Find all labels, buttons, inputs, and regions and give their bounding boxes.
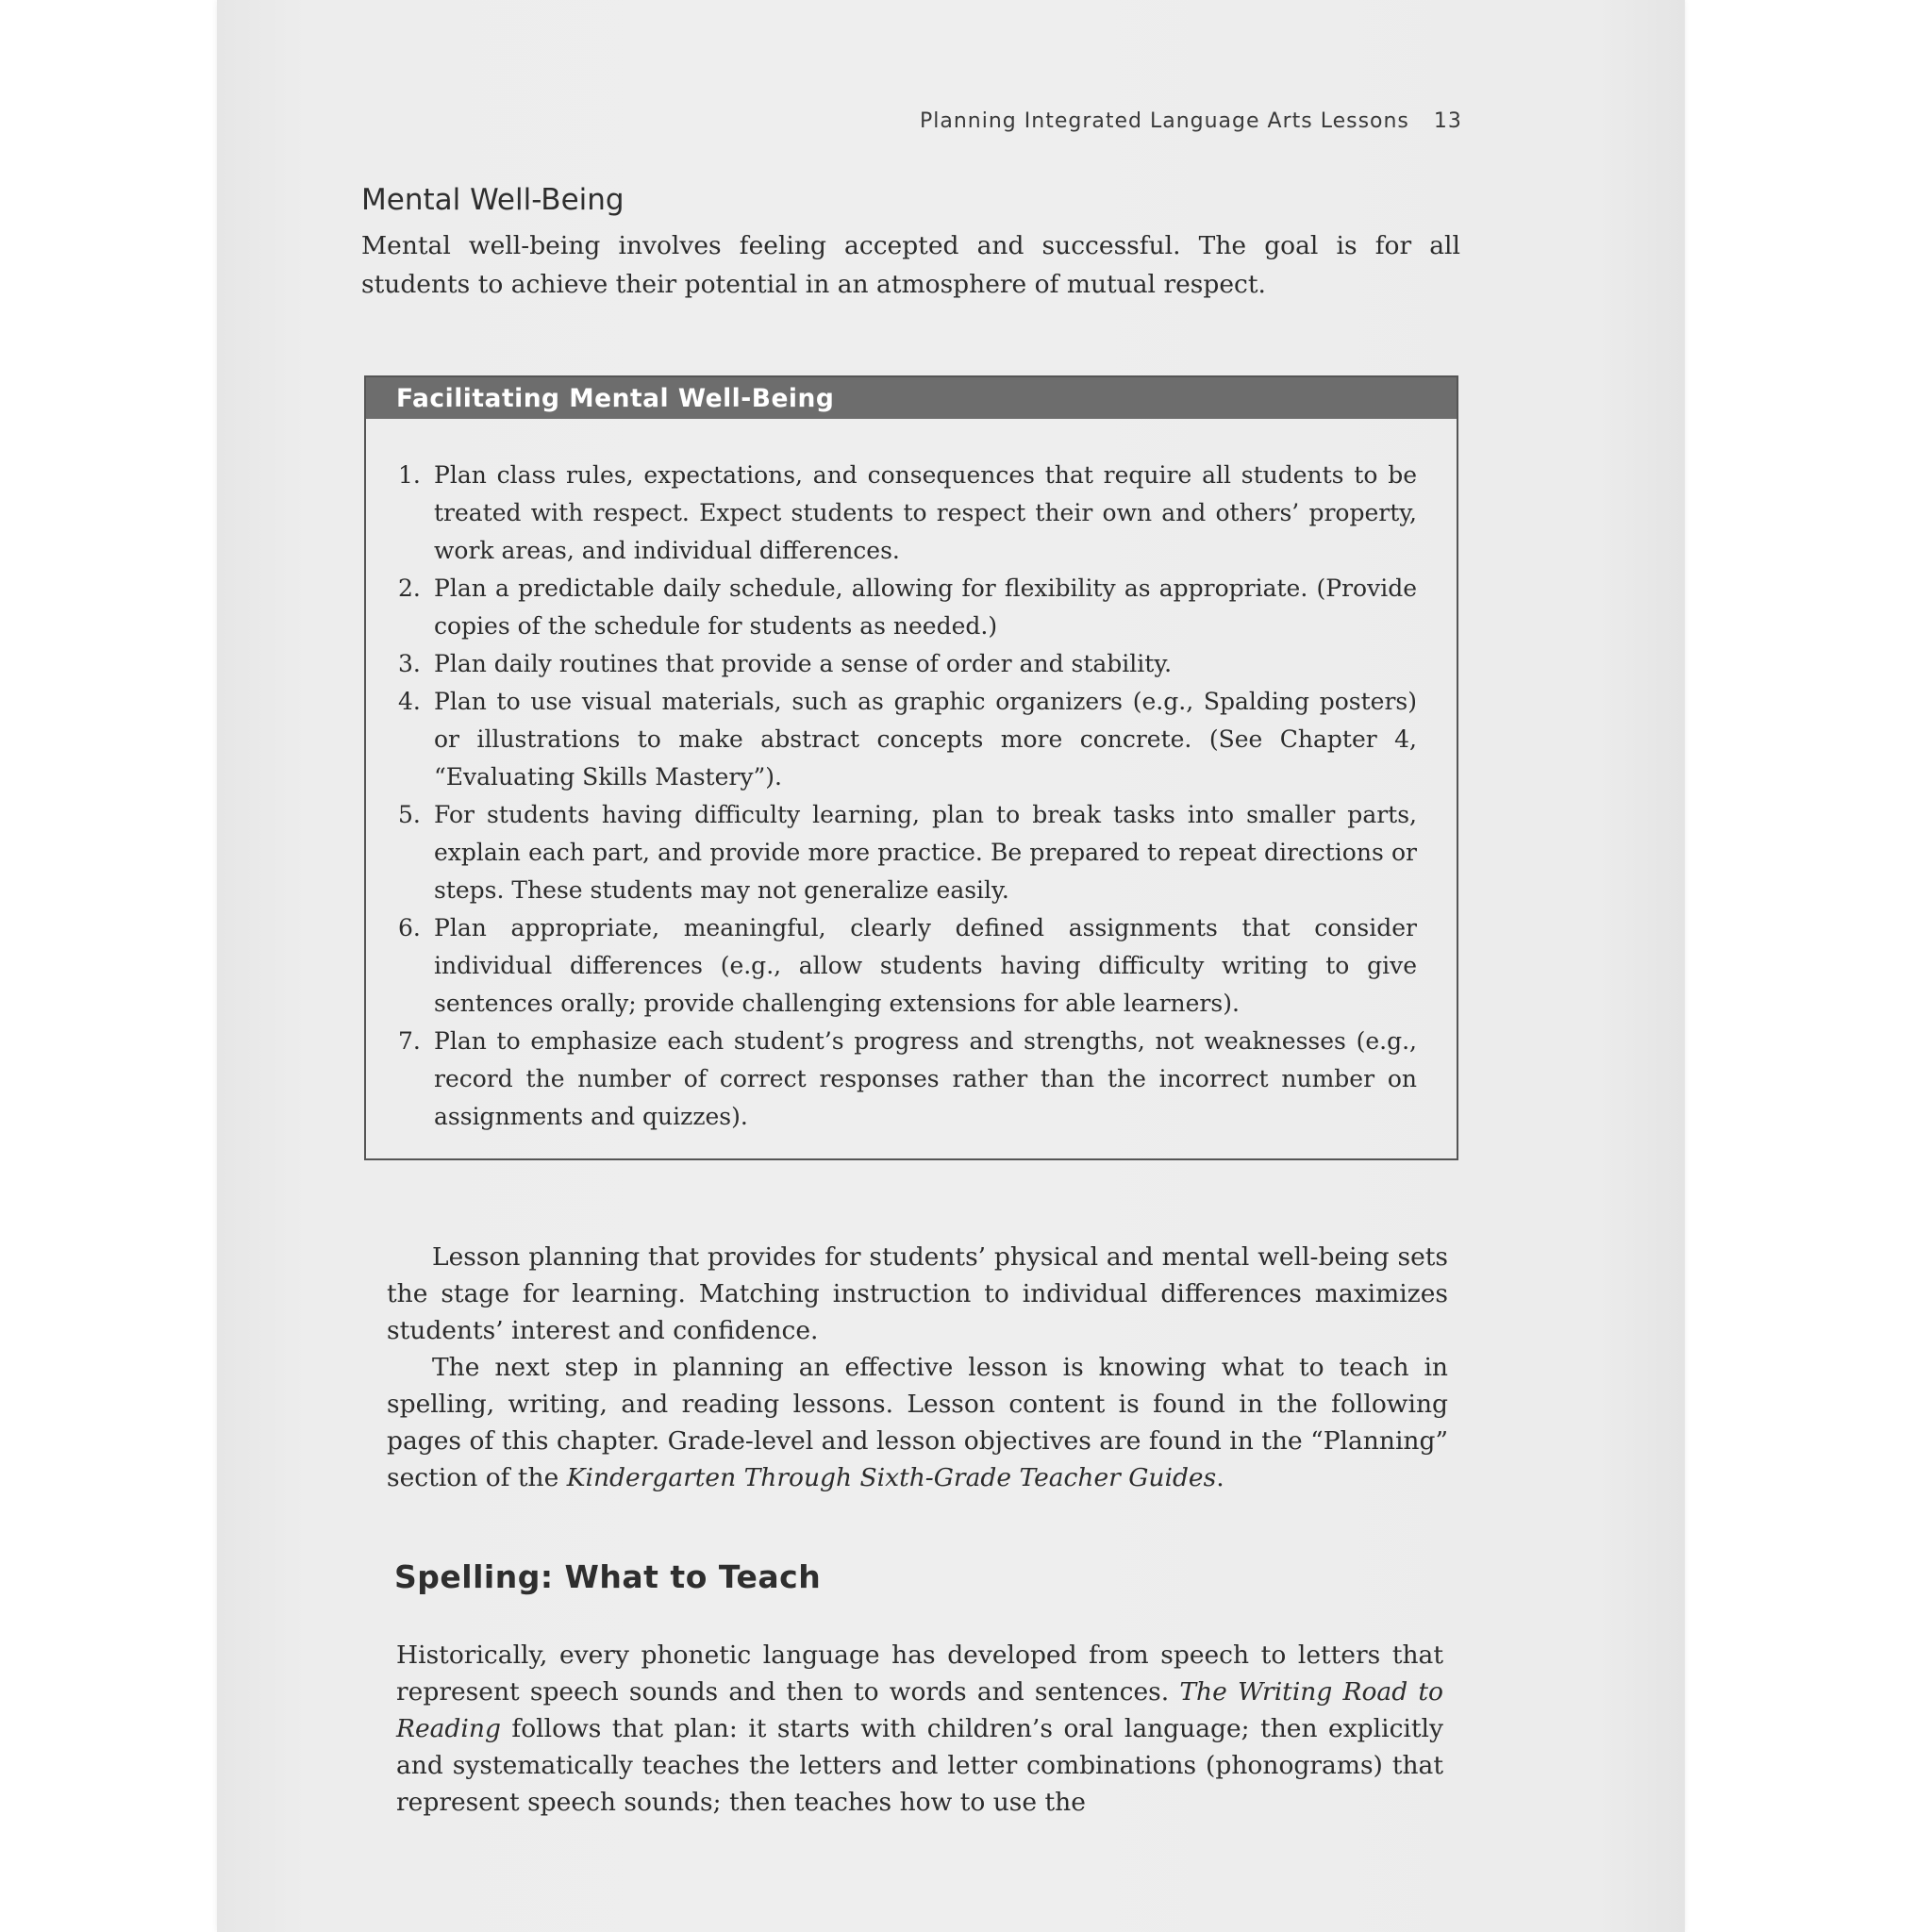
list-item-number: 4. (398, 688, 421, 715)
list-item-number: 3. (398, 650, 421, 677)
body-paragraph-2 (387, 1349, 1448, 1496)
spelling-paragraph (396, 1637, 1443, 1821)
list-item-text: Plan daily routines that provide a sense of order and stability. (434, 650, 1173, 677)
list-item-text: Plan to use visual materials, such as graphic organizers (e.g., Spalding posters) or illustrations to make abstract concepts more concrete. (See Chapter 4, “Evaluating Skills Mastery”). (434, 688, 1417, 791)
body-paragraph-2-text: The next step in planning an effective lesson is knowing what to teach in spelling, writing, and reading lessons. Lesson content is found in the following pages of this chapter. Grade-level and lesson objectives are found in the “Planning” section of the (387, 1353, 1448, 1492)
teacher-guides-title: Kindergarten Through Sixth-Grade Teacher Guides (566, 1463, 1217, 1492)
list-item (398, 570, 1417, 645)
list-item-number: 6. (398, 914, 421, 941)
mental-well-being-heading: Mental Well-Being (361, 183, 625, 217)
list-item-number: 5. (398, 801, 421, 828)
list-item (398, 645, 1417, 683)
list-item-text: Plan appropriate, meaningful, clearly defined assignments that consider individual differences (e.g., allow students having difficulty writing to give sentences orally; provide challenging extensions for able learners). (434, 914, 1417, 1017)
list-item (398, 1023, 1417, 1136)
page-number: 13 (1433, 109, 1462, 133)
list-item (398, 457, 1417, 570)
list-item-number: 2. (398, 575, 421, 602)
running-head (920, 109, 1462, 133)
mental-well-being-intro: Mental well-being involves feeling accepted and successful. The goal is for all students to achieve their potential in an atmosphere of mutual respect. (361, 231, 1460, 299)
running-title: Planning Integrated Language Arts Lessons (920, 109, 1409, 133)
spelling-paragraph-end: follows that plan: it starts with children’s oral language; then explicitly and systematically teaches the letters and letter combinations (phonograms) that represent speech sounds; then teaches how to use the (396, 1714, 1443, 1817)
facilitating-box (364, 375, 1458, 1160)
list-item (398, 796, 1417, 909)
body-paragraph-1: Lesson planning that provides for students’ physical and mental well-being sets the stage for learning. Matching instruction to individual differences maximizes students’ interest and confidence. (387, 1242, 1448, 1345)
spelling-paragraph-text: Historically, every phonetic language has developed from speech to letters that represent speech sounds and then to words and sentences. (396, 1641, 1443, 1707)
list-item-text: Plan a predictable daily schedule, allowing for flexibility as appropriate. (Provide copies of the schedule for students as needed.) (434, 575, 1417, 640)
list-item-text: Plan class rules, expectations, and consequences that require all students to be treated with respect. Expect students to respect their own and others’ property, work areas, and individual differences. (434, 461, 1417, 564)
list-item-text: For students having difficulty learning, plan to break tasks into smaller parts, explain each part, and provide more practice. Be prepared to repeat directions or steps. These students may not generalize easily. (434, 801, 1417, 904)
box-title: Facilitating Mental Well-Being (366, 377, 1457, 419)
spelling-section-heading: Spelling: What to Teach (394, 1558, 822, 1595)
list-item-number: 7. (398, 1027, 421, 1055)
list-item-text: Plan to emphasize each student’s progress and strengths, not weaknesses (e.g., record the number of correct responses rather than the incorrect number on assignments and quizzes). (434, 1027, 1417, 1130)
list-item (398, 909, 1417, 1023)
list-item (398, 683, 1417, 796)
body-paragraph-2-end: . (1216, 1463, 1224, 1492)
book-title: The Writing Road to Reading (396, 1677, 1443, 1743)
list-item-number: 1. (398, 461, 421, 489)
box-list (398, 457, 1417, 1136)
